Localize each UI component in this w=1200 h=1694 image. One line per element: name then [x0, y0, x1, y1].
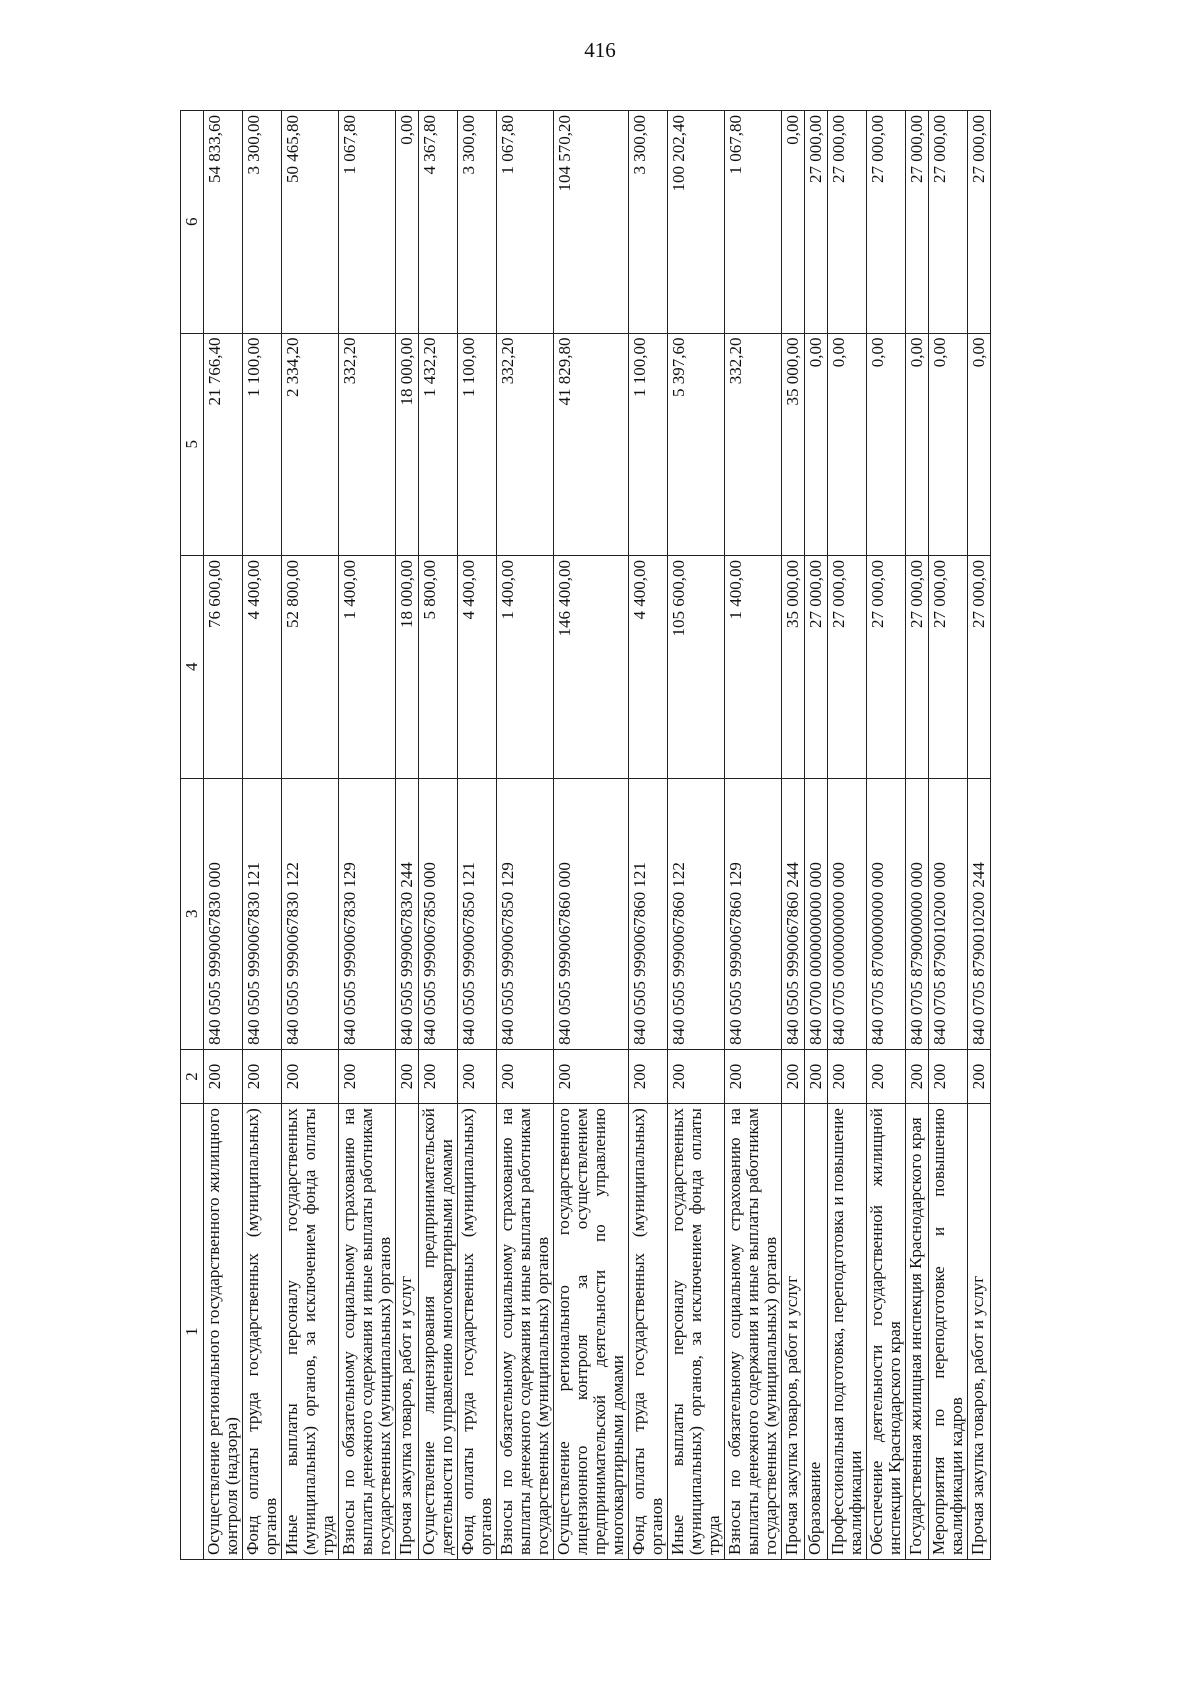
row-value-col4: 105 600,00	[668, 556, 725, 779]
row-value-col5: 1 432,20	[419, 333, 458, 556]
row-code: 200	[497, 1049, 554, 1103]
row-value-col5: 21 766,40	[204, 333, 243, 556]
row-name: Фонд оплаты труда государственных (муниципальных) органов	[629, 1104, 668, 1560]
table-row	[828, 111, 867, 1560]
row-name: Фонд оплаты труда государственных (муниципальных) органов	[243, 1104, 282, 1560]
row-value-col5: 2 334,20	[282, 333, 339, 556]
table-row	[805, 111, 828, 1560]
row-value-col6: 50 465,80	[282, 111, 339, 334]
row-name: Прочая закупка товаров, работ и услуг	[782, 1104, 805, 1560]
row-value-col4: 27 000,00	[805, 556, 828, 779]
row-name: Мероприятия по переподготовке и повышению квалификации кадров	[929, 1104, 968, 1560]
row-kbk: 840 0505 9990067850 000	[419, 778, 458, 1049]
row-value-col4: 35 000,00	[782, 556, 805, 779]
row-name: Осуществление лицензирования предпринимательской деятельности по управлению многоквартирными домами	[419, 1104, 458, 1560]
table-row	[419, 111, 458, 1560]
row-value-col5: 332,20	[725, 333, 782, 556]
row-value-col6: 0,00	[396, 111, 419, 334]
row-code: 200	[282, 1049, 339, 1103]
row-code: 200	[554, 1049, 629, 1103]
row-name: Прочая закупка товаров, работ и услуг	[396, 1104, 419, 1560]
row-name: Иные выплаты персоналу государственных (муниципальных) органов, за исключением фонда оплаты труда	[668, 1104, 725, 1560]
row-value-col4: 27 000,00	[867, 556, 906, 779]
row-kbk: 840 0505 9990067860 121	[629, 778, 668, 1049]
row-kbk: 840 0705 8700000000 000	[867, 778, 906, 1049]
table-row	[396, 111, 419, 1560]
row-kbk: 840 0705 8790010200 244	[968, 778, 991, 1049]
row-code: 200	[929, 1049, 968, 1103]
row-value-col6: 54 833,60	[204, 111, 243, 334]
row-value-col4: 76 600,00	[204, 556, 243, 779]
row-value-col6: 104 570,20	[554, 111, 629, 334]
row-value-col4: 52 800,00	[282, 556, 339, 779]
row-value-col4: 27 000,00	[968, 556, 991, 779]
row-kbk: 840 0705 8790000000 000	[906, 778, 929, 1049]
row-value-col4: 4 400,00	[629, 556, 668, 779]
row-code: 200	[725, 1049, 782, 1103]
row-value-col6: 0,00	[782, 111, 805, 334]
row-kbk: 840 0505 9990067830 122	[282, 778, 339, 1049]
row-value-col5: 0,00	[805, 333, 828, 556]
row-value-col4: 146 400,00	[554, 556, 629, 779]
row-value-col4: 27 000,00	[828, 556, 867, 779]
row-kbk: 840 0705 0000000000 000	[828, 778, 867, 1049]
row-value-col5: 1 100,00	[243, 333, 282, 556]
table-row	[929, 111, 968, 1560]
row-name: Осуществление регионального государственного жилищного контроля (надзора)	[204, 1104, 243, 1560]
row-kbk: 840 0505 9990067860 129	[725, 778, 782, 1049]
row-name: Обеспечение деятельности государственной жилищной инспекции Краснодарского края	[867, 1104, 906, 1560]
row-value-col4: 27 000,00	[929, 556, 968, 779]
budget-table	[180, 110, 991, 1560]
row-value-col5: 332,20	[339, 333, 396, 556]
row-value-col5: 41 829,80	[554, 333, 629, 556]
table-row	[497, 111, 554, 1560]
table-row	[782, 111, 805, 1560]
row-kbk: 840 0705 8790010200 000	[929, 778, 968, 1049]
row-value-col5: 1 100,00	[629, 333, 668, 556]
row-name: Взносы по обязательному социальному страхованию на выплаты денежного содержания и иные выплаты работникам государственных (муниципальных) органов	[497, 1104, 554, 1560]
row-value-col4: 27 000,00	[906, 556, 929, 779]
row-value-col6: 27 000,00	[906, 111, 929, 334]
row-kbk: 840 0505 9990067830 121	[243, 778, 282, 1049]
row-kbk: 840 0505 9990067850 129	[497, 778, 554, 1049]
row-kbk: 840 0505 9990067830 244	[396, 778, 419, 1049]
table-row	[867, 111, 906, 1560]
row-value-col4: 1 400,00	[339, 556, 396, 779]
row-kbk: 840 0505 9990067830 000	[204, 778, 243, 1049]
row-value-col5: 35 000,00	[782, 333, 805, 556]
table-row	[458, 111, 497, 1560]
table-row	[339, 111, 396, 1560]
row-name: Иные выплаты персоналу государственных (муниципальных) органов, за исключением фонда оплаты труда	[282, 1104, 339, 1560]
row-value-col6: 27 000,00	[805, 111, 828, 334]
row-code: 200	[968, 1049, 991, 1103]
header-row	[181, 111, 204, 1560]
row-value-col6: 27 000,00	[828, 111, 867, 334]
table-row	[554, 111, 629, 1560]
row-code: 200	[668, 1049, 725, 1103]
header-col-5: 5	[181, 333, 204, 556]
row-name: Прочая закупка товаров, работ и услуг	[968, 1104, 991, 1560]
row-name: Профессиональная подготовка, переподготовка и повышение квалификации	[828, 1104, 867, 1560]
row-value-col6: 3 300,00	[629, 111, 668, 334]
table-row	[204, 111, 243, 1560]
row-value-col5: 1 100,00	[458, 333, 497, 556]
row-name: Фонд оплаты труда государственных (муниципальных) органов	[458, 1104, 497, 1560]
row-value-col4: 1 400,00	[497, 556, 554, 779]
row-value-col5: 18 000,00	[396, 333, 419, 556]
table-row	[243, 111, 282, 1560]
row-value-col6: 1 067,80	[497, 111, 554, 334]
header-col-1: 1	[181, 1104, 204, 1560]
row-kbk: 840 0505 9990067860 000	[554, 778, 629, 1049]
row-name: Осуществление регионального государственного лицензионного контроля за осуществлением предпринимательской деятельности по управлению многоквартирными домами	[554, 1104, 629, 1560]
header-col-6: 6	[181, 111, 204, 334]
table-body	[204, 111, 991, 1560]
header-col-2: 2	[181, 1049, 204, 1103]
row-value-col4: 5 800,00	[419, 556, 458, 779]
row-value-col5: 5 397,60	[668, 333, 725, 556]
table-row	[906, 111, 929, 1560]
row-name: Образование	[805, 1104, 828, 1560]
table-row	[968, 111, 991, 1560]
page-number: 416	[584, 38, 616, 62]
row-value-col5: 0,00	[867, 333, 906, 556]
row-code: 200	[419, 1049, 458, 1103]
row-value-col6: 1 067,80	[339, 111, 396, 334]
row-value-col5: 0,00	[929, 333, 968, 556]
row-code: 200	[828, 1049, 867, 1103]
table-row	[668, 111, 725, 1560]
row-value-col6: 3 300,00	[243, 111, 282, 334]
row-name: Взносы по обязательному социальному страхованию на выплаты денежного содержания и иные выплаты работникам государственных (муниципальных) органов	[725, 1104, 782, 1560]
row-value-col6: 3 300,00	[458, 111, 497, 334]
row-value-col6: 27 000,00	[929, 111, 968, 334]
row-value-col6: 27 000,00	[867, 111, 906, 334]
row-name: Государственная жилищная инспекция Краснодарского края	[906, 1104, 929, 1560]
row-value-col6: 1 067,80	[725, 111, 782, 334]
header-col-3: 3	[181, 778, 204, 1049]
header-col-4: 4	[181, 556, 204, 779]
row-kbk: 840 0505 9990067860 244	[782, 778, 805, 1049]
row-kbk: 840 0700 0000000000 000	[805, 778, 828, 1049]
row-value-col5: 0,00	[828, 333, 867, 556]
row-value-col6: 4 367,80	[419, 111, 458, 334]
row-kbk: 840 0505 9990067850 121	[458, 778, 497, 1049]
row-code: 200	[458, 1049, 497, 1103]
row-name: Взносы по обязательному социальному страхованию на выплаты денежного содержания и иные выплаты работникам государственных (муниципальных) органов	[339, 1104, 396, 1560]
table-row	[282, 111, 339, 1560]
row-value-col5: 332,20	[497, 333, 554, 556]
row-code: 200	[629, 1049, 668, 1103]
table-row	[725, 111, 782, 1560]
row-value-col4: 4 400,00	[458, 556, 497, 779]
row-value-col4: 1 400,00	[725, 556, 782, 779]
row-code: 200	[339, 1049, 396, 1103]
row-code: 200	[204, 1049, 243, 1103]
row-code: 200	[782, 1049, 805, 1103]
row-code: 200	[243, 1049, 282, 1103]
table-row	[629, 111, 668, 1560]
row-value-col4: 18 000,00	[396, 556, 419, 779]
row-value-col6: 27 000,00	[968, 111, 991, 334]
row-value-col4: 4 400,00	[243, 556, 282, 779]
row-value-col5: 0,00	[968, 333, 991, 556]
row-value-col5: 0,00	[906, 333, 929, 556]
row-code: 200	[867, 1049, 906, 1103]
row-code: 200	[396, 1049, 419, 1103]
row-code: 200	[805, 1049, 828, 1103]
row-value-col6: 100 202,40	[668, 111, 725, 334]
row-code: 200	[906, 1049, 929, 1103]
row-kbk: 840 0505 9990067830 129	[339, 778, 396, 1049]
budget-table-rotated	[180, 110, 1155, 1560]
row-kbk: 840 0505 9990067860 122	[668, 778, 725, 1049]
